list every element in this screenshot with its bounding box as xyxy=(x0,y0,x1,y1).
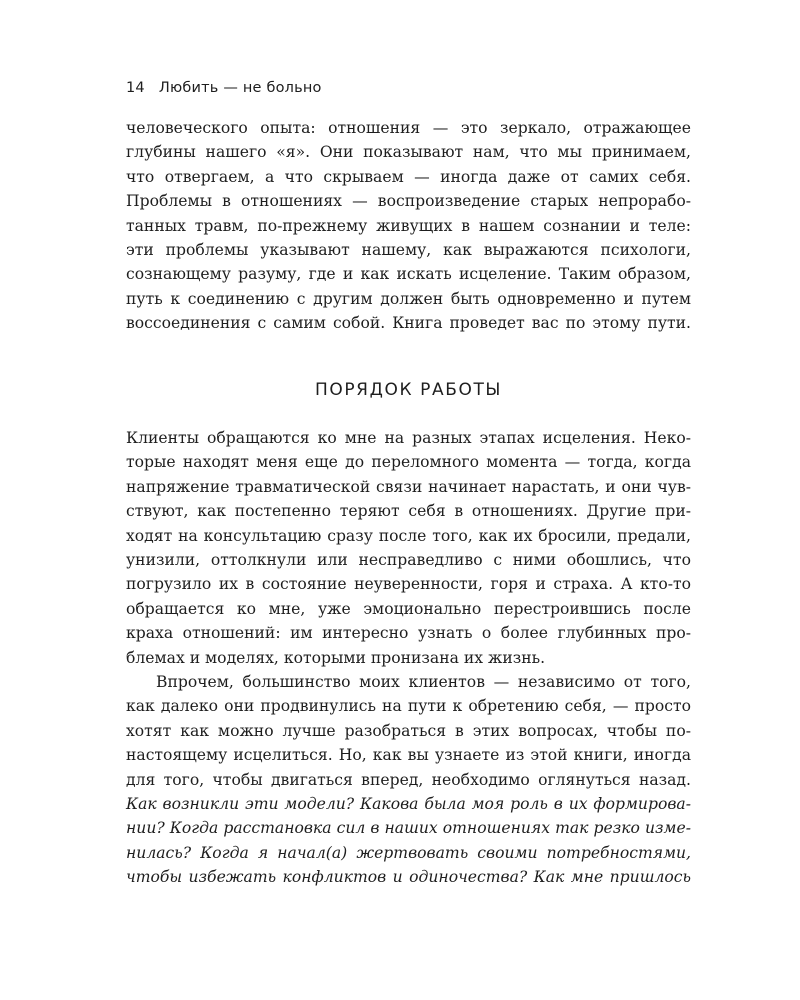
italic-text-line: Как возникли эти модели? Какова была моя роль в их формирова- xyxy=(126,794,691,813)
text-line: эти проблемы указывают нашему, как выражаются психологи, xyxy=(126,240,691,259)
text-line: Клиенты обращаются ко мне на разных этапах исцеления. Неко- xyxy=(126,429,691,447)
text-line: танных травм, по-прежнему живущих в нашем сознании и теле: xyxy=(126,216,691,235)
text-line: человеческого опыта: отношения — это зеркало, отражающее xyxy=(126,119,691,137)
text-line: путь к соединению с другим должен быть одновременно и путем xyxy=(126,289,691,308)
text-line: унизили, оттолкнули или несправедливо с ними обошлись, что xyxy=(126,550,691,569)
text-line: погрузило их в состояние неуверенности, горя и страха. А кто-то xyxy=(126,575,691,594)
text-line: хотят как можно лучше разобраться в этих вопросах, чтобы по- xyxy=(126,721,691,740)
paragraph-however xyxy=(126,670,691,890)
text-line: обращается ко мне, уже эмоционально перестроившись после xyxy=(126,599,691,618)
text-line: что отвергаем, а что скрываем — иногда даже от самих себя. xyxy=(126,167,691,186)
text-line: ствуют, как постепенно теряют себя в отношениях. Другие при- xyxy=(126,502,691,521)
text-line: глубины нашего «я». Они показывают нам, что мы принимаем, xyxy=(126,143,691,162)
text-line: воссоединения с самим собой. Книга проведет вас по этому пути. xyxy=(126,314,691,333)
text-line: торые находят меня еще до переломного момента — тогда, когда xyxy=(126,453,691,472)
section-heading: ПОРЯДОК РАБОТЫ xyxy=(314,380,503,400)
text-line: краха отношений: им интересно узнать о более глубинных про- xyxy=(126,624,691,643)
text-line: сознающему разуму, где и как искать исцеление. Таким образом, xyxy=(126,265,691,284)
text-line: Впрочем, большинство моих клиентов — независимо от того, xyxy=(156,673,691,691)
running-header xyxy=(126,80,322,96)
text-line: Проблемы в отношениях — воспроизведение старых непрорабо- xyxy=(126,192,691,211)
text-line: для того, чтобы двигаться вперед, необходимо оглянуться назад. xyxy=(126,770,691,789)
page-number: 14 xyxy=(126,80,145,96)
text-line: напряжение травматической связи начинает нарастать, и они чув- xyxy=(126,477,691,496)
paragraph-intro xyxy=(126,116,691,336)
text-line: настоящему исцелиться. Но, как вы узнаете из этой книги, иногда xyxy=(126,746,691,765)
text-line: ходят на консультацию сразу после того, как их бросили, предали, xyxy=(126,526,691,545)
text-line: блемах и моделях, которыми пронизана их жизнь. xyxy=(126,648,546,667)
text-line: как далеко они продвинулись на пути к обретению себя, — просто xyxy=(126,697,691,716)
italic-text-line: нии? Когда расстановка сил в наших отношениях так резко изме- xyxy=(126,819,691,838)
italic-text-line: чтобы избежать конфликтов и одиночества? Как мне пришлось xyxy=(126,868,691,887)
paragraph-clients xyxy=(126,426,691,670)
book-title: Любить — не больно xyxy=(158,80,322,96)
italic-text-line: нилась? Когда я начал(а) жертвовать своими потребностями, xyxy=(126,843,691,862)
